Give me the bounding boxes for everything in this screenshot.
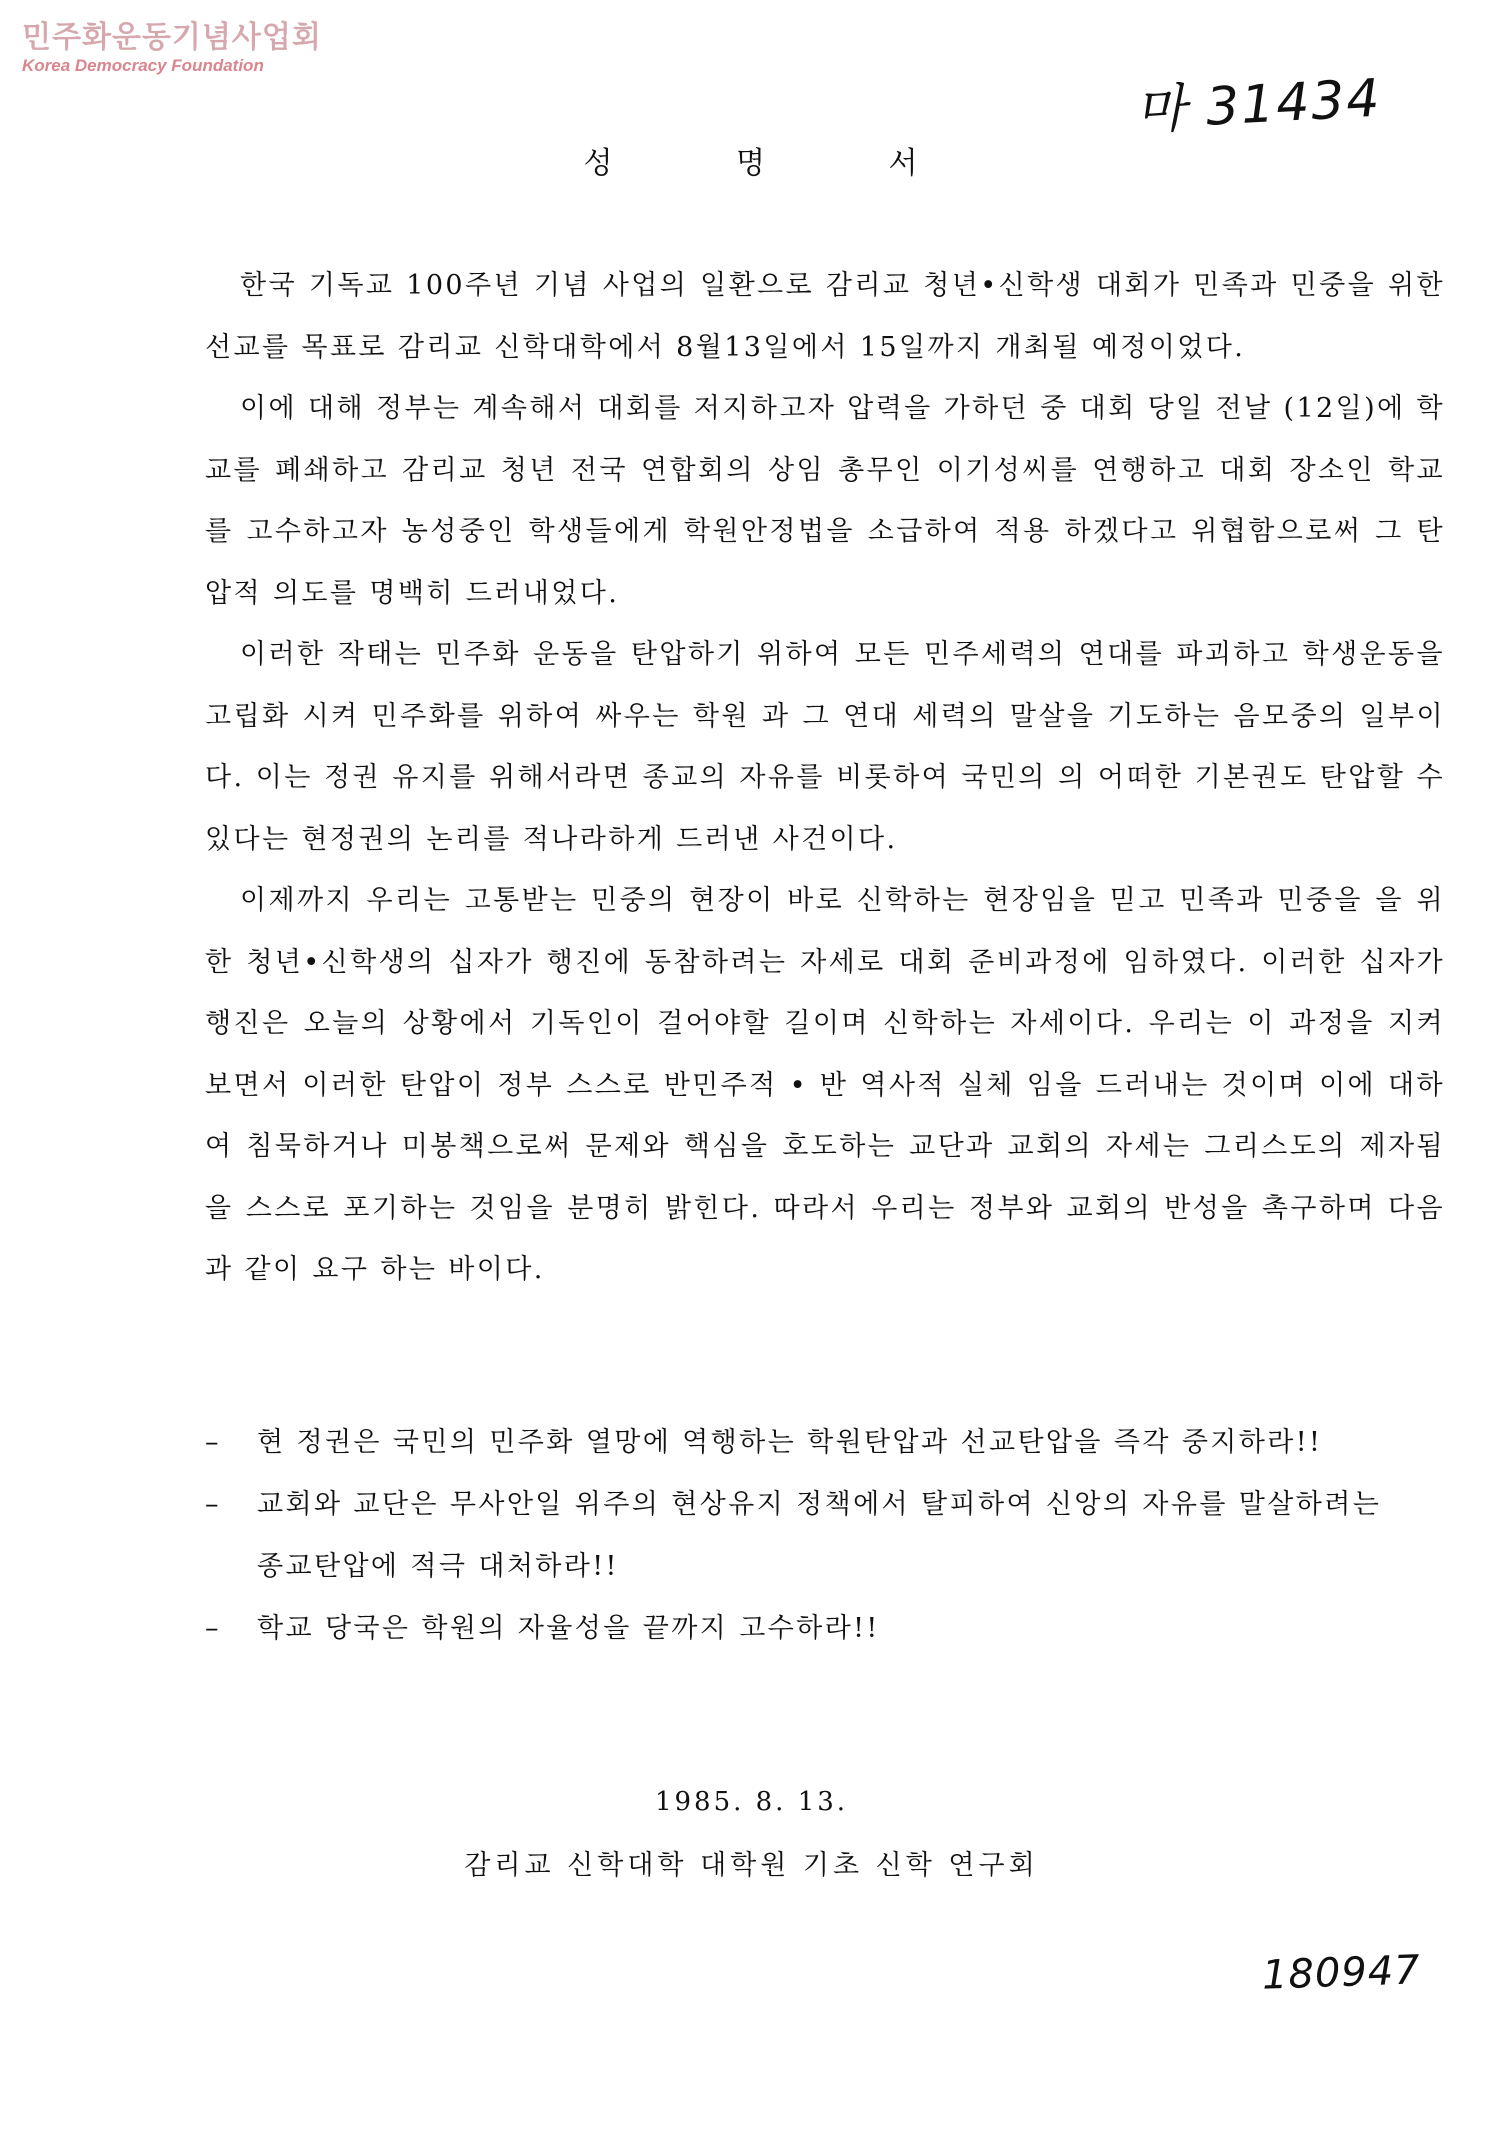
handwritten-archive-code: 마 31434: [1133, 68, 1383, 142]
watermark-korean: 민주화운동기념사업회: [22, 20, 322, 55]
demands-list: [205, 1412, 1405, 1660]
statement-date: 1985. 8. 13.: [654, 1787, 849, 1817]
foundation-watermark: [22, 20, 322, 76]
demand-marker: –: [205, 1613, 221, 1644]
document-title: 성 명 서: [583, 146, 920, 181]
demand-item: [205, 1412, 1405, 1474]
paragraph: 한국 기독교 100주년 기념 사업의 일환으로 감리교 청년•신학생 대회가 민족과 민중을 위한 선교를 목표로 감리교 신학대학에서 8월13일에서 15일까지 개최될 예정이었다.: [205, 270, 1445, 363]
paragraph: 이러한 작태는 민주화 운동을 탄압하기 위하여 모든 민주세력의 연대를 파괴하고 학생운동을 고립화 시켜 민주화를 위하여 싸우는 학원 과 그 연대 세력의 말살을 기도하는 음모중의 일부이다. 이는 정권 유지를 위해서라면 종교의 자유를 비롯하여 국민의 의 어떠한 기본권도 탄압할 수 있다는 현정권의 논리를 적나라하게 드러낸 사건이다.: [205, 639, 1445, 855]
demand-marker: –: [205, 1427, 221, 1458]
demand-item: [205, 1598, 1405, 1660]
demand-text: 학교 당국은 학원의 자율성을 끝까지 고수하라!!: [257, 1613, 880, 1644]
demand-item: [205, 1474, 1405, 1598]
demand-text: 현 정권은 국민의 민주화 열망에 역행하는 학원탄압과 선교탄압을 즉각 중지하라!!: [257, 1427, 1323, 1458]
demand-text: 교회와 교단은 무사안일 위주의 현상유지 정책에서 탈피하여 신앙의 자유를 말살하려는 종교탄압에 적극 대처하라!!: [257, 1489, 1382, 1582]
watermark-english: Korea Democracy Foundation: [22, 56, 264, 75]
statement-body: [205, 255, 1445, 1301]
paragraph: 이제까지 우리는 고통받는 민중의 현장이 바로 신학하는 현장임을 믿고 민족과 민중을 을 위한 청년•신학생의 십자가 행진에 동참하려는 자세로 대회 준비과정에 임하였다. 이러한 십자가 행진은 오늘의 상황에서 기독인이 걸어야할 길이며 신학하는 자세이다. 우리는 이 과정을 지켜보면서 이러한 탄압이 정부 스스로 반민주적 • 반 역사적 실체 임을 드러내는 것이며 이에 대하여 침묵하거나 미봉책으로써 문제와 핵심을 호도하는 교단과 교회의 자세는 그리스도의 제자됨을 스스로 포기하는 것임을 분명히 밝힌다. 따라서 우리는 정부와 교회의 반성을 촉구하며 다음과 같이 요구 하는 바이다.: [205, 885, 1445, 1285]
demand-marker: –: [205, 1489, 221, 1520]
issuing-organization: 감리교 신학대학 대학원 기초 신학 연구회: [464, 1850, 1039, 1881]
paragraph: 이에 대해 정부는 계속해서 대회를 저지하고자 압력을 가하던 중 대회 당일 전날 (12일)에 학교를 폐쇄하고 감리교 청년 전국 연합회의 상임 총무인 이기성씨를 연행하고 대회 장소인 학교를 고수하고자 농성중인 학생들에게 학원안정법을 소급하여 적용 하겠다고 위협함으로써 그 탄압적 의도를 명백히 드러내었다.: [205, 393, 1445, 609]
handwritten-document-number: 180947: [1261, 1947, 1422, 1999]
